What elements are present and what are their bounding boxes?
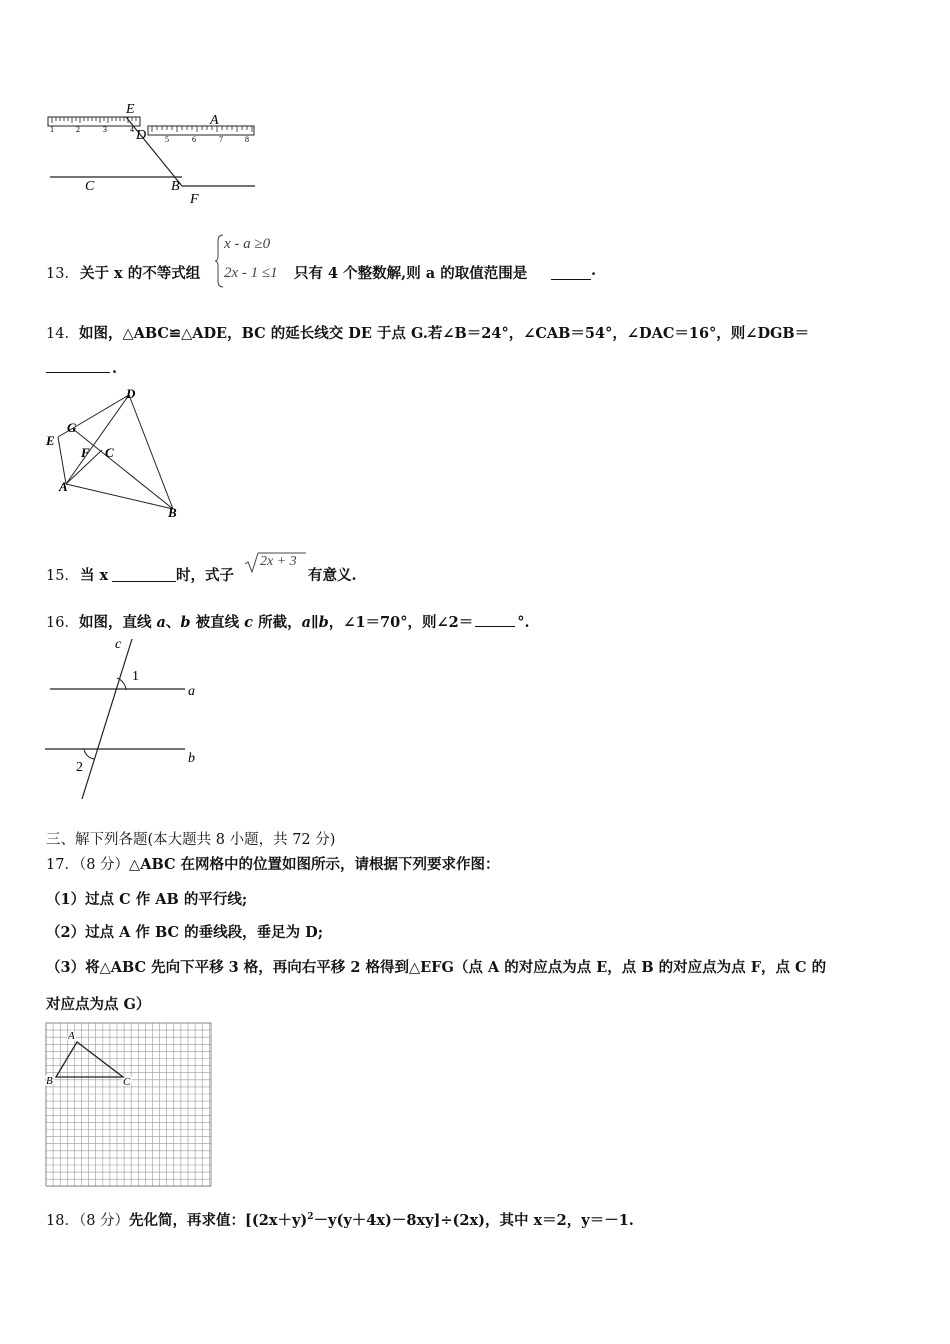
ruler-tick-label: 2 xyxy=(76,125,80,134)
point-label-a: A xyxy=(59,479,68,494)
question-end: °. xyxy=(517,614,530,631)
question-end: . xyxy=(112,360,118,377)
ruler-left xyxy=(48,117,140,126)
point-label-f: F xyxy=(190,192,199,207)
ruler-tick-label: 8 xyxy=(245,135,249,144)
question-number: 15． xyxy=(46,568,79,584)
ruler-tick-label: 7 xyxy=(219,135,223,144)
question-14-answer xyxy=(46,360,117,377)
question-17-item-1: （1）过点 C 作 AB 的平行线; xyxy=(46,891,248,908)
point-label-b: B xyxy=(168,505,177,520)
question-end: . xyxy=(591,262,597,279)
radicand: 2x + 3 xyxy=(260,554,297,569)
point-label-f: F xyxy=(81,445,90,460)
question-text: 被直线 xyxy=(190,614,245,631)
separator: 、 xyxy=(165,614,181,631)
question-text: ，∠1＝70°，则∠2＝ xyxy=(328,614,474,631)
line-label-c: c xyxy=(115,637,122,652)
inequality-2: 2x - 1 ≤1 xyxy=(224,265,278,281)
ruler-tick-label: 4 xyxy=(130,125,134,134)
var-b: b xyxy=(180,614,191,631)
point-label-a: A xyxy=(68,1030,75,1042)
question-score: （8 分） xyxy=(78,1213,130,1229)
question-number: 14． xyxy=(46,326,79,342)
question-number: 18． xyxy=(46,1213,79,1229)
point-label-g: G xyxy=(67,420,77,435)
question-number: 13． xyxy=(46,266,79,282)
question-text: 所截， xyxy=(253,614,302,631)
line-label-a: A xyxy=(210,113,219,128)
point-label-e: E xyxy=(126,102,135,117)
line-label-b: b xyxy=(188,751,195,766)
line-label-a: a xyxy=(188,684,195,699)
question-text: 关于 x 的不等式组 xyxy=(80,265,201,282)
grid-figure xyxy=(45,1022,215,1190)
question-text: 先化简，再求值：[(2x＋y) xyxy=(129,1212,308,1229)
ruler-tick-label: 5 xyxy=(165,135,169,144)
question-score: （8 分） xyxy=(78,857,130,873)
var-c: c xyxy=(244,614,254,631)
question-number: 17． xyxy=(46,857,79,873)
section-title: 三、解下列各题(本大题共 8 小题，共 72 分) xyxy=(46,832,336,848)
question-text: 有意义. xyxy=(308,567,357,584)
line-label-c: C xyxy=(85,179,95,194)
answer-blank[interactable] xyxy=(46,371,110,373)
point-label-e: E xyxy=(46,433,55,448)
point-label-b: B xyxy=(46,1075,53,1087)
ruler-tick-label: 6 xyxy=(192,135,196,144)
ruler-tick-label: 1 xyxy=(50,125,54,134)
question-17-item-3-cont: 对应点为点 G） xyxy=(46,996,151,1013)
question-16 xyxy=(46,611,530,632)
point-label-d: D xyxy=(136,128,147,143)
parallel-lines-figure xyxy=(40,634,210,804)
question-text: 如图，△ABC≌△ADE，BC 的延长线交 DE 于点 G.若∠B＝24°，∠CAB＝54°，∠DAC＝16°，则∠DGB＝ xyxy=(78,325,810,342)
var-a: a xyxy=(156,614,166,631)
question-14 xyxy=(46,322,809,343)
angle-label-1: 1 xyxy=(132,669,139,684)
answer-blank[interactable] xyxy=(112,580,176,582)
question-text: 当 x xyxy=(80,567,109,584)
exponent: 2 xyxy=(307,1212,314,1223)
inequality-1: x - a ≥0 xyxy=(224,236,271,252)
question-17 xyxy=(46,853,500,874)
question-17-item-2: （2）过点 A 作 BC 的垂线段，垂足为 D; xyxy=(46,924,324,941)
question-18 xyxy=(46,1209,634,1230)
question-text: 只有 4 个整数解,则 a 的取值范围是 xyxy=(294,265,528,282)
ruler-parallel-figure xyxy=(40,95,270,210)
point-label-c: C xyxy=(123,1076,131,1088)
ruler-tick-label: 3 xyxy=(103,125,107,134)
answer-blank[interactable] xyxy=(475,625,515,627)
question-text: －y(y＋4x)－8xy]÷(2x)，其中 x＝2，y＝－1. xyxy=(313,1212,634,1229)
question-text: △ABC 在网格中的位置如图所示，请根据下列要求作图： xyxy=(129,856,500,873)
question-text: 如图，直线 xyxy=(78,614,157,631)
point-label-b: B xyxy=(171,179,180,194)
parallel-statement: a∥b xyxy=(301,614,329,631)
question-number: 16． xyxy=(46,615,79,631)
inequality-system-brace xyxy=(214,234,224,288)
ruler-right xyxy=(148,126,254,135)
angle-label-2: 2 xyxy=(76,760,83,775)
answer-blank[interactable] xyxy=(551,278,591,280)
question-text: 时，式子 xyxy=(176,567,234,584)
point-label-c: C xyxy=(105,445,114,460)
question-17-item-3: （3）将△ABC 先向下平移 3 格，再向右平移 2 格得到△EFG（点 A 的对应点为点 E，点 B 的对应点为点 F，点 C 的 xyxy=(46,959,827,976)
point-label-d: D xyxy=(126,386,136,401)
triangles-figure xyxy=(40,385,190,525)
